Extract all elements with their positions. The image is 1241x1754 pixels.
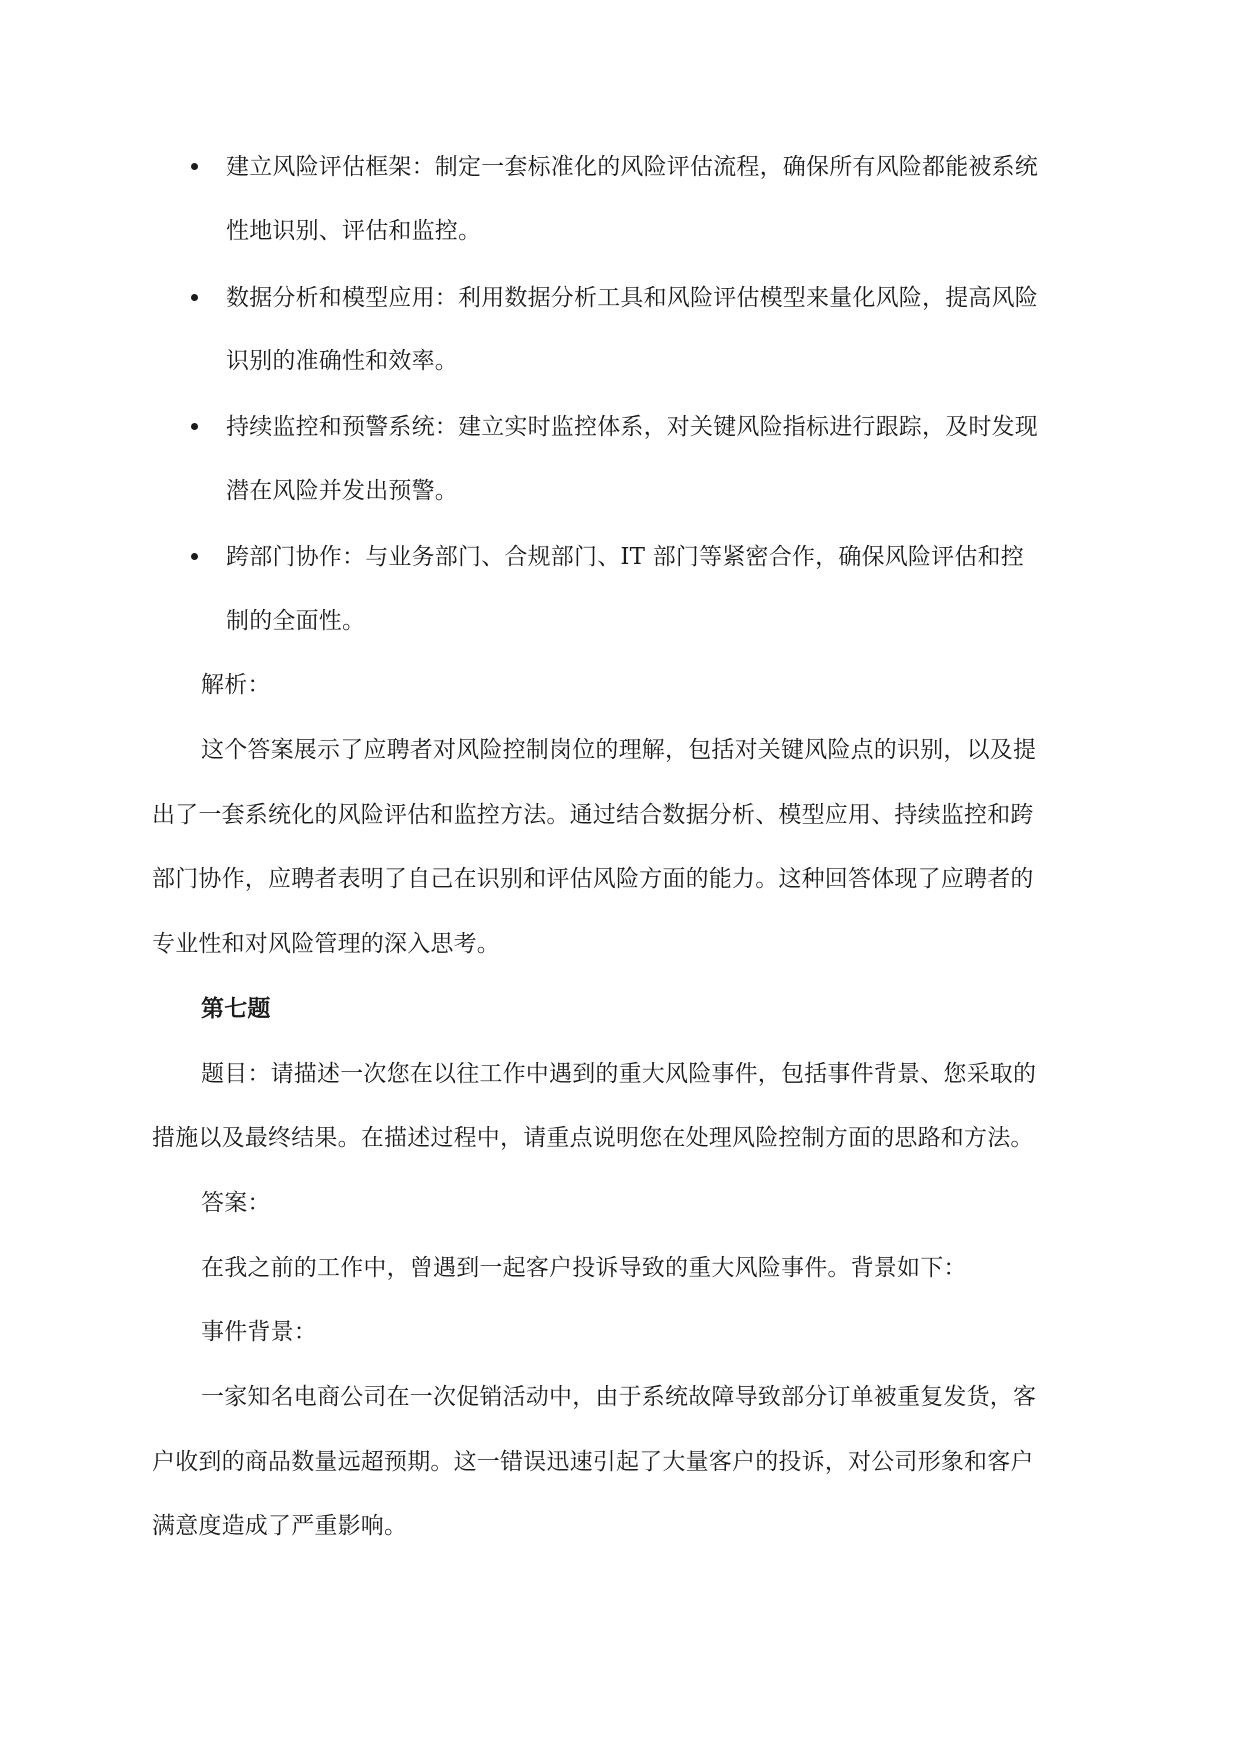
background-line-3: 满意度造成了严重影响。	[152, 1513, 408, 1539]
background-line-2: 户收到的商品数量远超预期。这一错误迅速引起了大量客户的投诉，对公司形象和客户	[152, 1449, 1034, 1475]
bullet-3-line-2: 潜在风险并发出预警。	[226, 478, 458, 504]
bullet-1-line-2: 性地识别、评估和监控。	[226, 218, 482, 244]
bullet-2-line-1: 数据分析和模型应用：利用数据分析工具和风险评估模型来量化风险，提高风险	[226, 285, 1038, 311]
bullet-marker	[191, 423, 198, 430]
question-line-2: 措施以及最终结果。在描述过程中，请重点说明您在处理风险控制方面的思路和方法。	[152, 1125, 1034, 1151]
question-line-1: 题目：请描述一次您在以往工作中遇到的重大风险事件，包括事件背景、您采取的	[201, 1061, 1037, 1087]
background-label: 事件背景：	[201, 1319, 317, 1345]
answer-label: 答案：	[201, 1190, 271, 1216]
bullet-4-line-2: 制的全面性。	[226, 608, 366, 634]
analysis-label: 解析：	[201, 672, 271, 698]
background-line-1: 一家知名电商公司在一次促销活动中，由于系统故障导致部分订单被重复发货，客	[201, 1384, 1037, 1410]
bullet-marker	[191, 553, 198, 560]
bullet-4-line-1: 跨部门协作：与业务部门、合规部门、IT 部门等紧密合作，确保风险评估和控	[226, 544, 1024, 570]
bullet-marker	[191, 294, 198, 301]
answer-intro: 在我之前的工作中，曾遇到一起客户投诉导致的重大风险事件。背景如下：	[201, 1255, 967, 1281]
bullet-1-line-1: 建立风险评估框架：制定一套标准化的风险评估流程，确保所有风险都能被系统	[226, 154, 1038, 180]
analysis-line-4: 专业性和对风险管理的深入思考。	[152, 931, 500, 957]
analysis-line-3: 部门协作，应聘者表明了自己在识别和评估风险方面的能力。这种回答体现了应聘者的	[152, 866, 1034, 892]
question-heading: 第七题	[201, 995, 271, 1022]
analysis-line-2: 出了一套系统化的风险评估和监控方法。通过结合数据分析、模型应用、持续监控和跨	[152, 802, 1034, 828]
analysis-line-1: 这个答案展示了应聘者对风险控制岗位的理解，包括对关键风险点的识别，以及提	[201, 737, 1037, 763]
bullet-marker	[191, 163, 198, 170]
bullet-3-line-1: 持续监控和预警系统：建立实时监控体系，对关键风险指标进行跟踪，及时发现	[226, 414, 1038, 440]
bullet-2-line-2: 识别的准确性和效率。	[226, 348, 458, 374]
